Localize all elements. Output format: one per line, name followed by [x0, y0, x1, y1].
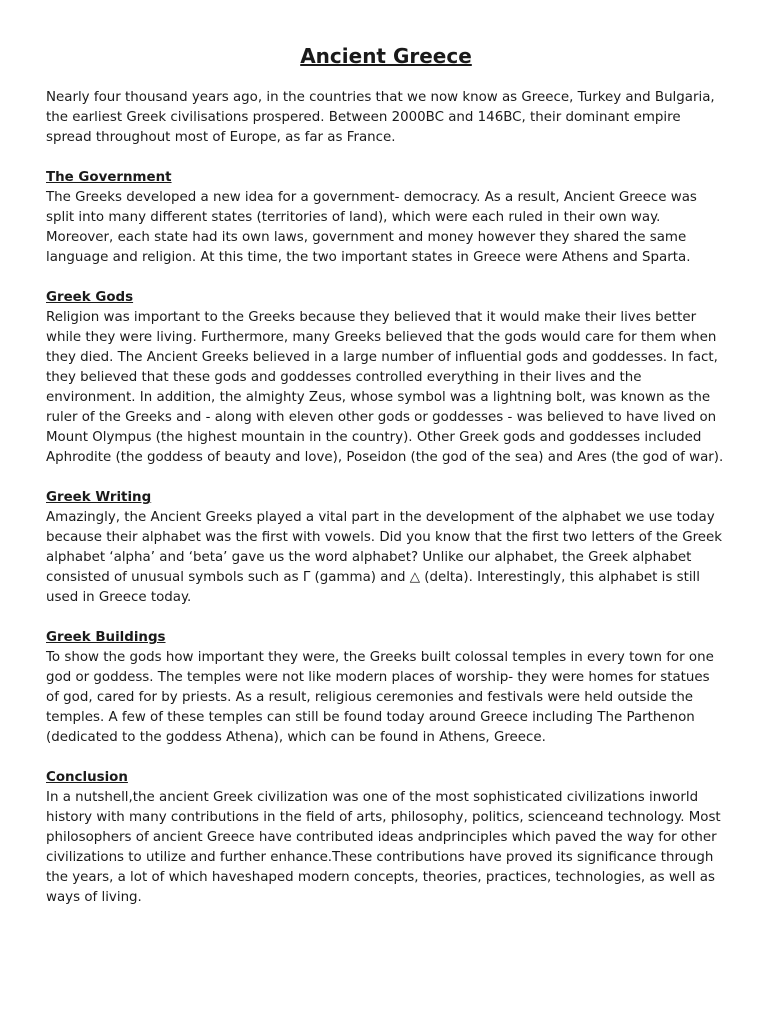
section-heading: Conclusion — [46, 770, 128, 785]
section-body: Amazingly, the Ancient Greeks played a vital part in the development of the alphabet we use today because their alphabet was the first with vowels. Did you know that the first two letters of the Greek alphabet ‘alpha’ and ‘beta’ gave us the word alphabet? Unlike our alphabet, the Greek alphabet consisted of unusual symbols such as Γ (gamma) and △ (delta). Interestingly, this alphabet is still used in Greece today. — [46, 510, 723, 605]
document-title: Ancient Greece — [300, 44, 472, 68]
section-greek-buildings — [46, 628, 726, 748]
section-conclusion — [46, 768, 726, 908]
section-greek-gods — [46, 288, 726, 468]
intro-paragraph: Nearly four thousand years ago, in the countries that we now know as Greece, Turkey and Bulgaria, the earliest Greek civilisations prospered. Between 2000BC and 146BC, their dominant empire spread throughout most of Europe, as far as France. — [46, 90, 715, 145]
section-body: Religion was important to the Greeks because they believed that it would make their lives better while they were living. Furthermore, many Greeks believed that the gods would care for them when they died. The Ancient Greeks believed in a large number of influential gods and goddesses. In fact, they believed that these gods and goddesses controlled everything in their lives and the environment. In addition, the almighty Zeus, whose symbol was a lightning bolt, was known as the ruler of the Greeks and - along with eleven other gods or goddesses - was believed to have lived on Mount Olympus (the highest mountain in the country). Other Greek gods and goddesses included Aphrodite (the goddess of beauty and love), Poseidon (the god of the sea) and Ares (the god of war). — [46, 310, 724, 465]
section-heading: Greek Gods — [46, 290, 134, 305]
section-government — [46, 168, 726, 268]
section-body: The Greeks developed a new idea for a government- democracy. As a result, Ancient Greece was split into many different states (territories of land), which were each ruled in their own way. Moreover, each state had its own laws, government and money however they shared the same language and religion. At this time, the two important states in Greece were Athens and Sparta. — [46, 190, 697, 265]
section-greek-writing — [46, 488, 726, 608]
section-heading: The Government — [46, 170, 172, 185]
document-page — [46, 42, 726, 908]
section-body: In a nutshell,the ancient Greek civilization was one of the most sophisticated civilizations inworld history with many contributions in the field of arts, philosophy, politics, scienceand technology. Most philosophers of ancient Greece have contributed ideas andprinciples which paved the way for other civilizations to utilize and further enhance.These contributions have proved its significance through the years, a lot of which haveshaped modern concepts, theories, practices, technologies, as well as ways of living. — [46, 790, 721, 905]
section-heading: Greek Writing — [46, 490, 152, 505]
section-heading: Greek Buildings — [46, 630, 166, 645]
section-body: To show the gods how important they were, the Greeks built colossal temples in every town for one god or goddess. The temples were not like modern places of worship- they were homes for statues of god, cared for by priests. As a result, religious ceremonies and festivals were held outside the temples. A few of these temples can still be found today around Greece including The Parthenon (dedicated to the goddess Athena), which can be found in Athens, Greece. — [46, 650, 714, 745]
